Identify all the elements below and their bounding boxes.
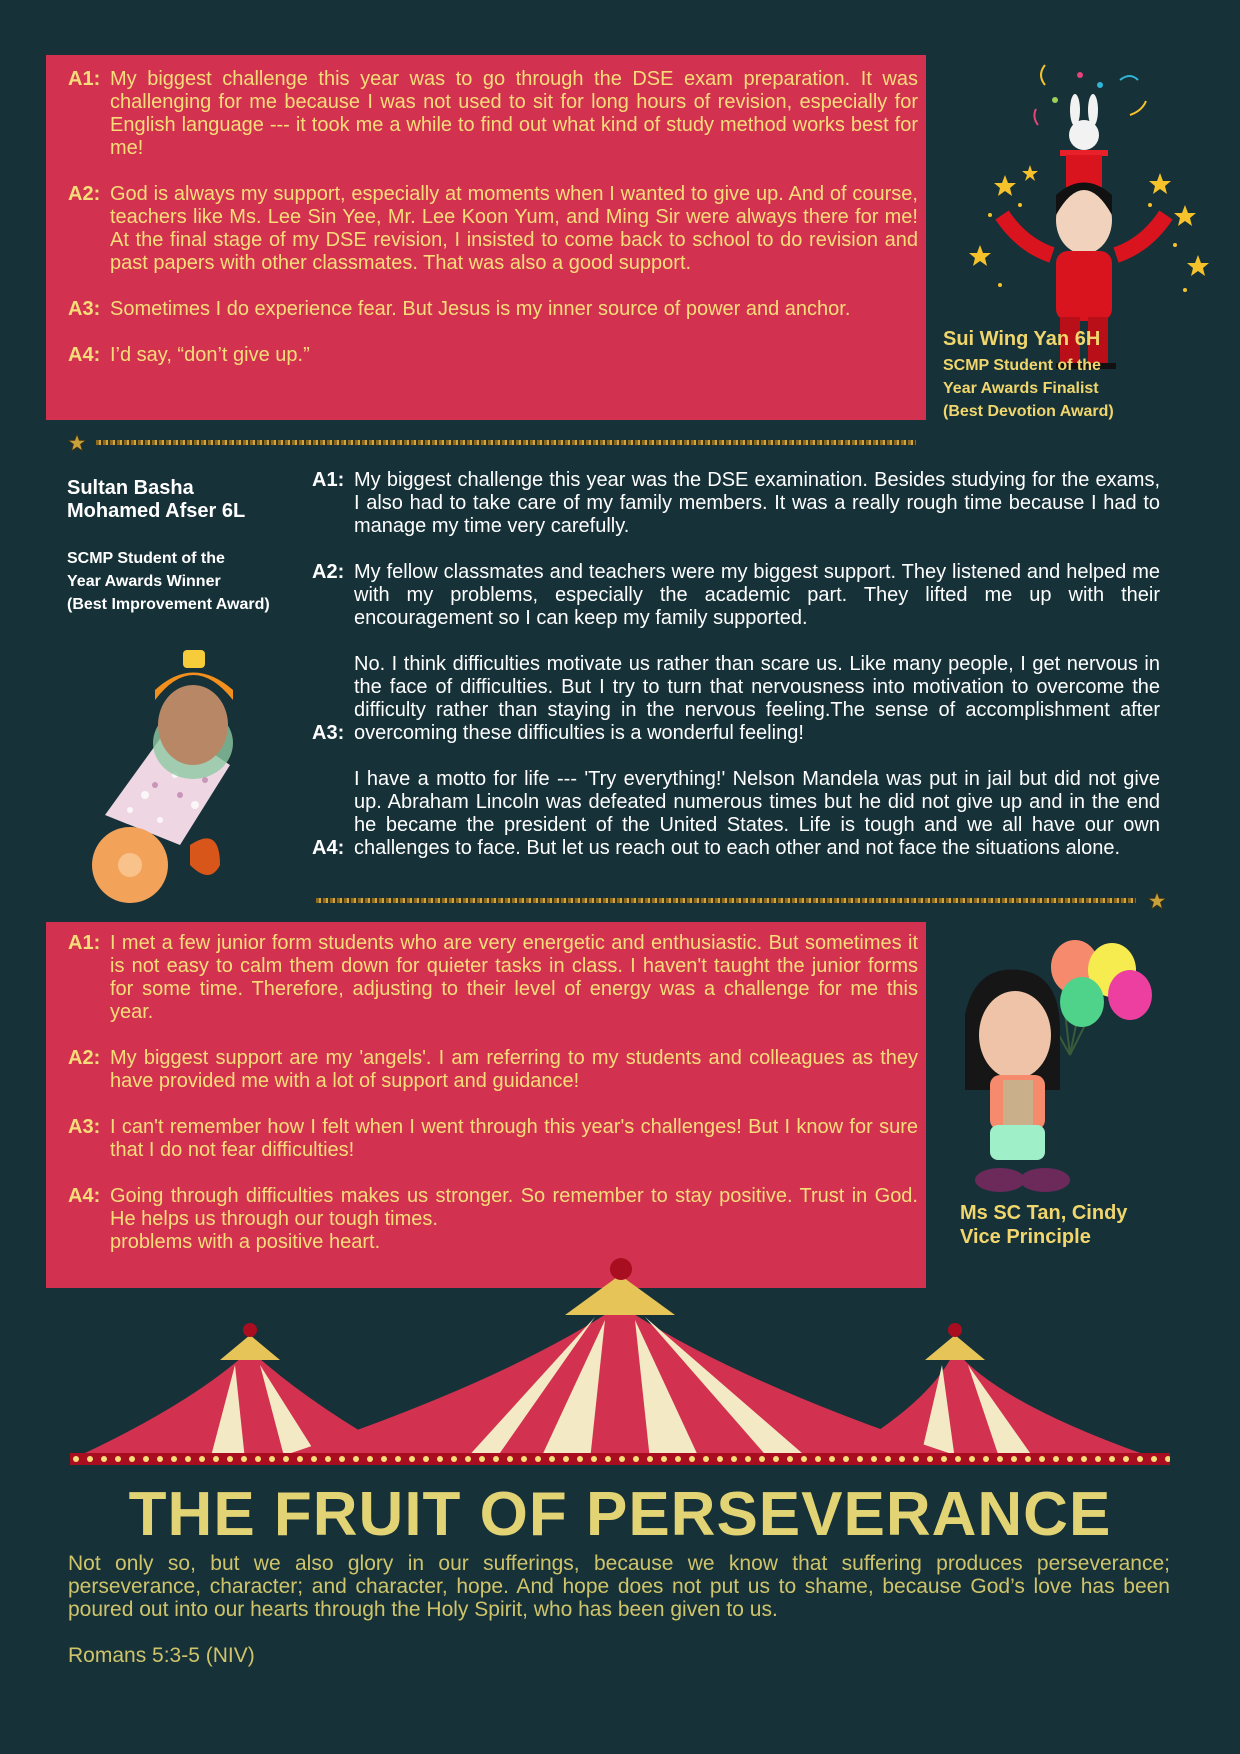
- tent-light: [535, 1456, 541, 1462]
- tent-light: [325, 1456, 331, 1462]
- tent-light: [283, 1456, 289, 1462]
- circus-tents-illustration: [70, 1255, 1170, 1470]
- answers-list-2: [312, 469, 1160, 883]
- answers-list-3: [68, 932, 918, 1277]
- answer-label: A3:: [68, 298, 101, 320]
- answer-text: My fellow classmates and teachers were my biggest support. They listened and helped me with my problems, especially the academic part. They lifted me up with their encouragement so I can keep my family supported.: [354, 561, 1160, 629]
- tent-light: [549, 1456, 555, 1462]
- tent-light: [871, 1456, 877, 1462]
- answer-label: A4:: [68, 344, 101, 366]
- answer-text: I can't remember how I felt when I went through this year's challenges! But I know for sure that I do not fear difficulties!: [110, 1116, 918, 1161]
- person-award: SCMP Student of the Year Awards Finalist (Best Devotion Award): [943, 357, 1114, 420]
- answer-text: I have a motto for life --- 'Try everything!' Nelson Mandela was put in jail but did not give up. Abraham Lincoln was defeated numerous times but he did not give up and in the end he became the president of the United States. Life is tough and we all have our own challenges to face. But let us reach out to each other and not face the situations alone.: [354, 768, 1160, 859]
- page-title: THE FRUIT OF PERSEVERANCE: [128, 1480, 1112, 1549]
- answer-item: [312, 561, 1160, 630]
- tent-light: [493, 1456, 499, 1462]
- tent-light: [521, 1456, 527, 1462]
- answer-item: [68, 298, 918, 321]
- answers-list-1: [68, 68, 918, 390]
- answer-text: God is always my support, especially at moments when I wanted to give up. And of course, teachers like Ms. Lee Sin Yee, Mr. Lee Koon Yum, and Ming Sir were always there for me! At the final stage of my DSE revision, I insisted to come back to school to do revision and past papers with other classmates. That was also a good support.: [110, 183, 918, 274]
- tent-light: [353, 1456, 359, 1462]
- tent-light: [367, 1456, 373, 1462]
- answer-label: A2:: [312, 561, 345, 583]
- person-name: Sultan Basha Mohamed Afser 6L: [67, 477, 246, 522]
- tent-light: [689, 1456, 695, 1462]
- answer-text: My biggest support are my 'angels'. I am referring to my students and colleagues as they have provided me with a lot of support and guidance!: [110, 1047, 918, 1092]
- tent-light: [157, 1456, 163, 1462]
- tent-light: [955, 1456, 961, 1462]
- answer-label: A1:: [68, 68, 101, 90]
- answer-label: A3:: [68, 1116, 101, 1138]
- tent-light: [1011, 1456, 1017, 1462]
- answer-item: [68, 344, 918, 367]
- answer-item: [312, 469, 1160, 538]
- answer-item: [68, 1047, 918, 1093]
- tent-light: [1137, 1456, 1143, 1462]
- tent-light: [269, 1456, 275, 1462]
- tent-light: [101, 1456, 107, 1462]
- answer-text: I met a few junior form students who are very energetic and enthusiastic. But sometimes it is not easy to calm them down for quieter tasks in class. I haven't taught the junior forms for some time. Therefore, adjusting to their level of energy was a challenge for me this year.: [110, 932, 918, 1023]
- tent-light: [129, 1456, 135, 1462]
- tent-light: [297, 1456, 303, 1462]
- tent-light: [997, 1456, 1003, 1462]
- tent-light: [633, 1456, 639, 1462]
- tent-light: [227, 1456, 233, 1462]
- tent-light: [759, 1456, 765, 1462]
- answer-text: Going through difficulties makes us stronger. So remember to stay positive. Trust in God. He helps us through our tough times. problems with a positive heart.: [110, 1185, 918, 1253]
- tent-light: [745, 1456, 751, 1462]
- tent-light: [185, 1456, 191, 1462]
- answer-label: A4:: [312, 837, 345, 859]
- tent-light: [591, 1456, 597, 1462]
- tent-light: [1095, 1456, 1101, 1462]
- tent-light: [143, 1456, 149, 1462]
- person-name: Ms SC Tan, Cindy: [960, 1202, 1128, 1224]
- tent-light: [605, 1456, 611, 1462]
- tent-light: [339, 1456, 345, 1462]
- answer-item: [68, 68, 918, 160]
- tent-light: [395, 1456, 401, 1462]
- answer-label: A1:: [312, 469, 345, 491]
- tent-light: [115, 1456, 121, 1462]
- person-award: SCMP Student of the Year Awards Winner (Best Improvement Award): [67, 550, 270, 613]
- tent-light: [885, 1456, 891, 1462]
- tent-light: [1067, 1456, 1073, 1462]
- answer-label: A2:: [68, 1047, 101, 1069]
- tent-light: [941, 1456, 947, 1462]
- tent-light: [1123, 1456, 1129, 1462]
- person-role: Vice Principle: [960, 1226, 1091, 1248]
- clown-illustration: [955, 935, 1165, 1205]
- tent-light: [1039, 1456, 1045, 1462]
- tent-light: [171, 1456, 177, 1462]
- cannon-illustration: [85, 645, 265, 910]
- tent-light: [661, 1456, 667, 1462]
- tent-light: [213, 1456, 219, 1462]
- tent-light: [87, 1456, 93, 1462]
- tent-light: [465, 1456, 471, 1462]
- tent-light: [787, 1456, 793, 1462]
- divider: [96, 440, 916, 445]
- tent-light: [381, 1456, 387, 1462]
- tent-light: [983, 1456, 989, 1462]
- star-icon: [1148, 892, 1166, 910]
- tent-light: [801, 1456, 807, 1462]
- answer-label: A3:: [312, 722, 345, 744]
- tent-light: [717, 1456, 723, 1462]
- tent-light: [507, 1456, 513, 1462]
- tent-light: [311, 1456, 317, 1462]
- tent-light: [1053, 1456, 1059, 1462]
- tent-light: [927, 1456, 933, 1462]
- tent-light: [577, 1456, 583, 1462]
- tent-light: [619, 1456, 625, 1462]
- verse-reference: Romans 5:3-5 (NIV): [68, 1644, 255, 1667]
- answer-item: [312, 768, 1160, 860]
- tent-light: [731, 1456, 737, 1462]
- answer-item: [68, 1185, 918, 1254]
- divider: [316, 898, 1136, 903]
- person-name: Sui Wing Yan 6H: [943, 328, 1101, 350]
- answer-text: Sometimes I do experience fear. But Jesus is my inner source of power and anchor.: [110, 298, 851, 320]
- tent-light: [857, 1456, 863, 1462]
- tent-light: [1151, 1456, 1157, 1462]
- answer-item: [68, 932, 918, 1024]
- tent-light: [1109, 1456, 1115, 1462]
- tent-light: [199, 1456, 205, 1462]
- tent-light: [1025, 1456, 1031, 1462]
- answer-item: [68, 1116, 918, 1162]
- answer-text: My biggest challenge this year was the DSE examination. Besides studying for the exams, I also had to take care of my family members. It was a really rough time because I had to manage my time very carefully.: [354, 469, 1160, 537]
- answer-text: I’d say, “don’t give up.”: [110, 344, 310, 366]
- tent-light: [1081, 1456, 1087, 1462]
- tent-light: [843, 1456, 849, 1462]
- tent-light: [73, 1456, 79, 1462]
- answer-text: No. I think difficulties motivate us rather than scare us. Like many people, I get nervous in the face of difficulties. But I try to turn that nervousness into motivation to overcome the difficulty rather than staying in the nervous feeling.The sense of accomplishment after overcoming these difficulties is a wonderful feeling!: [354, 653, 1160, 744]
- tent-light: [437, 1456, 443, 1462]
- bible-verse: Not only so, but we also glory in our sufferings, because we know that suffering produces perseverance; perseverance, character; and character, hope. And hope does not put us to shame, because God’s love has been poured out into our hearts through the Holy Spirit, who has been given to us.: [68, 1552, 1170, 1621]
- tent-light: [829, 1456, 835, 1462]
- tent-light: [815, 1456, 821, 1462]
- answer-item: [312, 653, 1160, 745]
- tent-light: [241, 1456, 247, 1462]
- tent-light: [423, 1456, 429, 1462]
- tent-light: [773, 1456, 779, 1462]
- tent-light: [563, 1456, 569, 1462]
- tent-light: [451, 1456, 457, 1462]
- tent-light: [647, 1456, 653, 1462]
- tent-light: [479, 1456, 485, 1462]
- tent-light: [969, 1456, 975, 1462]
- tent-light: [899, 1456, 905, 1462]
- star-icon: [68, 434, 86, 452]
- tent-light: [409, 1456, 415, 1462]
- answer-label: A4:: [68, 1185, 101, 1207]
- answer-label: A2:: [68, 183, 101, 205]
- tent-light: [703, 1456, 709, 1462]
- tent-light: [913, 1456, 919, 1462]
- tent-light: [675, 1456, 681, 1462]
- tent-light: [255, 1456, 261, 1462]
- answer-item: [68, 183, 918, 275]
- answer-text: My biggest challenge this year was to go through the DSE exam preparation. It was challenging for me because I was not used to sit for long hours of revision, especially for English language --- it took me a while to find out what kind of study method works best for me!: [110, 68, 918, 159]
- answer-label: A1:: [68, 932, 101, 954]
